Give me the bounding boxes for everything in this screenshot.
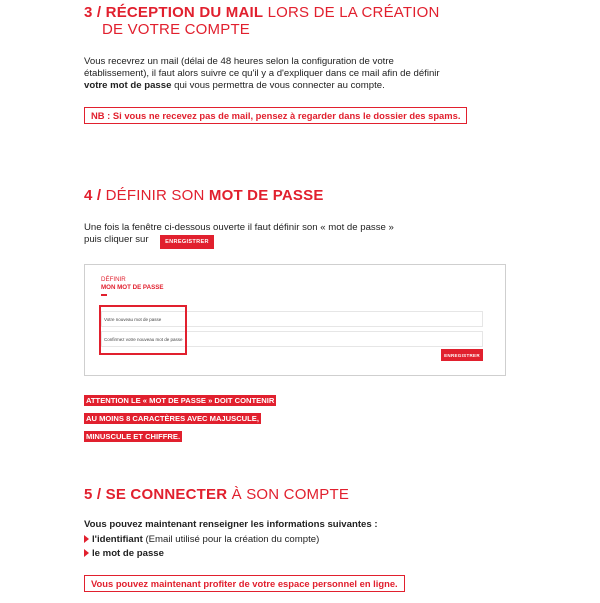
list-item-mot-de-passe	[84, 547, 504, 561]
form-title-line2: MON MOT DE PASSE	[101, 284, 164, 291]
section4-paragraph	[84, 222, 504, 246]
warning-line1: ATTENTION LE « MOT DE PASSE » DOIT CONTENIR	[86, 396, 275, 405]
form-submit-button[interactable]: ENREGISTRER	[441, 349, 483, 361]
form-title-line1: DÉFINIR	[101, 276, 126, 283]
section5-number: 5 /	[84, 486, 102, 503]
item1-rest: (Email utilisé pour la création du compte)	[142, 534, 320, 545]
section3-number: 3 /	[84, 4, 102, 21]
item2-text: le mot de passe	[92, 548, 164, 559]
section4-title	[84, 187, 464, 204]
section4-para-line1: Une fois la fenêtre ci-dessous ouverte il faut définir son « mot de passe »	[84, 222, 394, 233]
section3-para-line2: établissement), il faut alors suivre ce qu'il y a d'expliquer dans ce mail afin de définir	[84, 68, 440, 79]
list-item-identifiant	[84, 533, 504, 547]
section3-para-line3	[84, 80, 504, 92]
section4-number: 4 /	[84, 187, 102, 204]
section5-intro-text: Vous pouvez maintenant renseigner les informations suivantes :	[84, 519, 378, 530]
new-password-label: Votre nouveau mot de passe	[104, 316, 162, 322]
form-title-underline	[101, 294, 107, 296]
item1-bold: l'identifiant	[92, 534, 143, 545]
enregistrer-inline-button: ENREGISTRER	[160, 235, 214, 249]
password-form	[84, 264, 506, 376]
section3-title-rest: LORS DE LA CRÉATION	[263, 4, 440, 21]
form-title	[101, 276, 163, 296]
section5-note: Vous pouvez maintenant profiter de votre espace personnel en ligne.	[84, 575, 405, 592]
section5-intro	[84, 519, 378, 531]
section3-note: NB : Si vous ne recevez pas de mail, pensez à regarder dans le dossier des spams.	[84, 107, 467, 124]
section5-list	[84, 533, 504, 561]
red-bullet-icon	[84, 549, 89, 557]
warning-line2: AU MOINS 8 CARACTÈRES AVEC MAJUSCULE,	[86, 414, 259, 423]
confirm-password-label: Confirmez votre nouveau mot de passe	[104, 336, 183, 342]
fields-highlight-box	[99, 305, 187, 355]
section3-para-bold: votre mot de passe	[84, 80, 172, 91]
section3-title-bold: RÉCEPTION DU MAIL	[105, 4, 264, 21]
warning-line3: MINUSCULE ET CHIFFRE.	[86, 432, 181, 441]
section3-para-line1: Vous recevrez un mail (délai de 48 heures selon la configuration de votre	[84, 56, 394, 67]
section4-para-line2: puis cliquer sur	[84, 234, 149, 245]
section4-title-rest: DÉFINIR SON	[101, 187, 209, 204]
password-warning	[84, 390, 276, 444]
section3-title	[84, 4, 464, 38]
section3-title-line2: DE VOTRE COMPTE	[102, 21, 251, 38]
section5-title	[84, 486, 464, 503]
section5-title-rest: À SON COMPTE	[227, 486, 350, 503]
section3-paragraph	[84, 56, 504, 92]
section4-title-bold: MOT DE PASSE	[208, 187, 324, 204]
section3-para-rest: qui vous permettra de vous connecter au compte.	[171, 80, 385, 91]
section5-title-bold: SE CONNECTER	[105, 486, 228, 503]
red-bullet-icon	[84, 535, 89, 543]
